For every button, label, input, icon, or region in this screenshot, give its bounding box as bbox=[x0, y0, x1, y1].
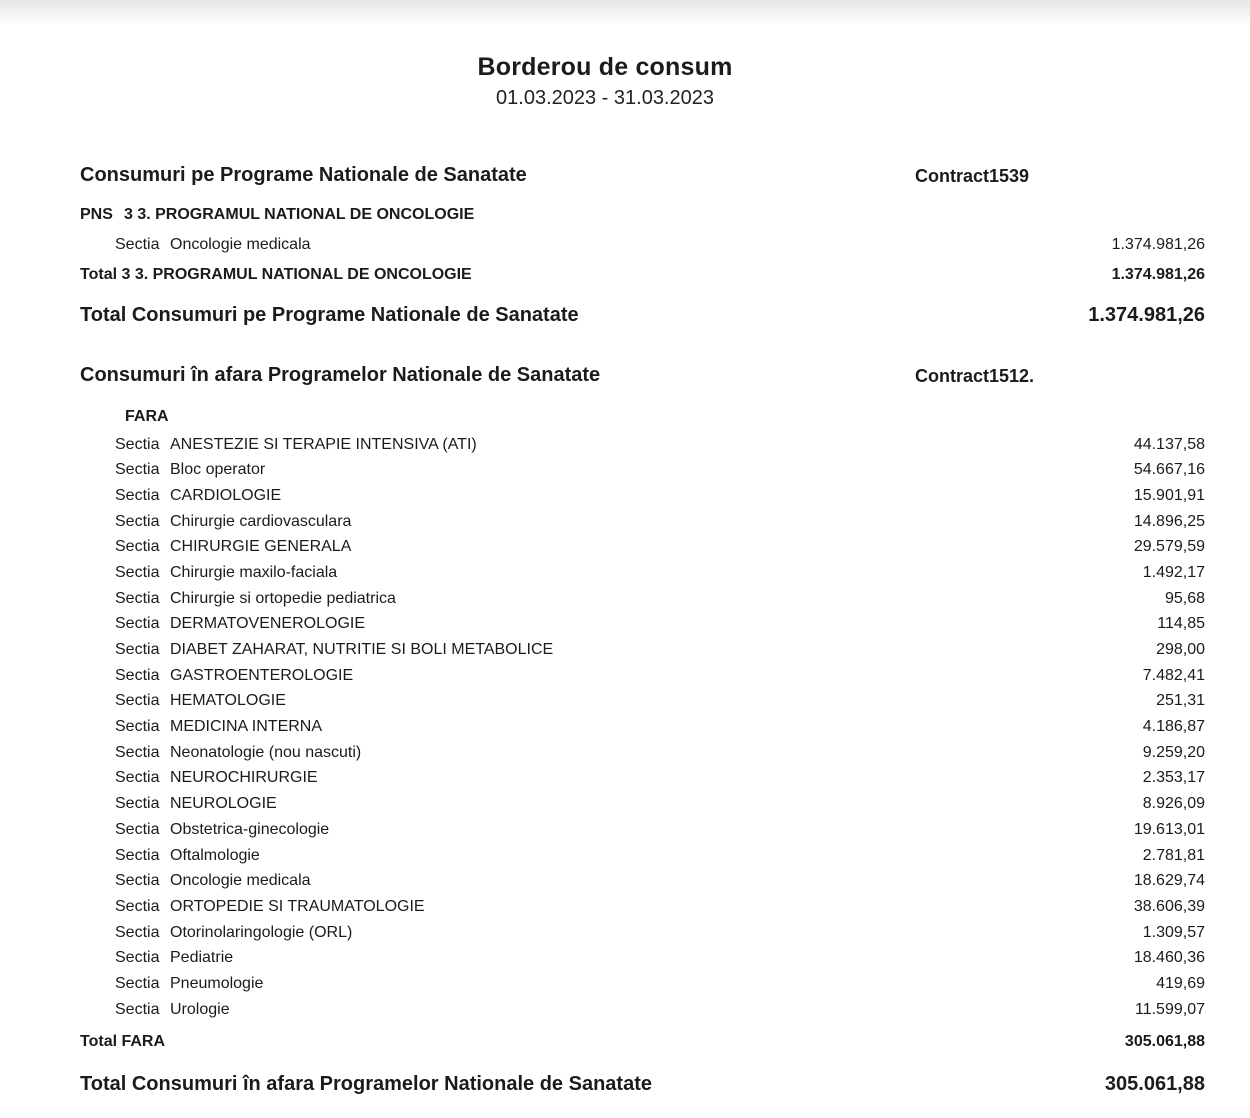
row-value: 11.599,07 bbox=[1135, 1000, 1205, 1018]
row-name: Bloc operator bbox=[170, 461, 266, 479]
group-total-value: 1.374.981,26 bbox=[1111, 265, 1205, 283]
row-label bbox=[80, 744, 1143, 762]
table-row bbox=[80, 534, 1205, 560]
row-label bbox=[80, 538, 1134, 556]
row-label bbox=[80, 975, 1156, 993]
row-name: Pneumologie bbox=[170, 974, 264, 992]
table-row bbox=[80, 560, 1205, 586]
row-prefix: Sectia bbox=[115, 897, 160, 915]
row-label bbox=[80, 821, 1134, 839]
table-row bbox=[80, 766, 1205, 792]
row-name: MEDICINA INTERNA bbox=[170, 718, 323, 736]
row-name: Obstetrica-ginecologie bbox=[170, 820, 330, 838]
row-prefix: Sectia bbox=[115, 615, 160, 633]
row-prefix: Sectia bbox=[115, 538, 160, 556]
row-prefix: Sectia bbox=[115, 563, 160, 581]
row-value: 2.781,81 bbox=[1142, 846, 1205, 864]
table-row bbox=[80, 791, 1205, 817]
row-name: CHIRURGIE GENERALA bbox=[170, 538, 352, 556]
section-total-label: Total Consumuri în afara Programelor Nationale de Sanatate bbox=[80, 1072, 652, 1095]
row-name: DIABET ZAHARAT, NUTRITIE SI BOLI METABOLICE bbox=[170, 641, 554, 659]
row-list bbox=[80, 432, 1205, 1023]
group-list bbox=[80, 406, 1205, 1053]
row-label bbox=[80, 667, 1143, 685]
row-value: 4.186,87 bbox=[1142, 718, 1205, 736]
row-label bbox=[80, 590, 1165, 608]
table-row bbox=[80, 843, 1205, 869]
row-name: Chirurgie maxilo-faciala bbox=[170, 563, 338, 581]
row-label bbox=[80, 436, 1134, 454]
table-row bbox=[80, 817, 1205, 843]
row-name: ANESTEZIE SI TERAPIE INTENSIVA (ATI) bbox=[170, 435, 477, 453]
row-value: 114,85 bbox=[1157, 615, 1205, 633]
group-label-row bbox=[80, 204, 1205, 226]
row-prefix: Sectia bbox=[115, 666, 160, 684]
row-prefix: Sectia bbox=[115, 949, 160, 967]
row-value: 15.901,91 bbox=[1133, 486, 1205, 504]
row-label bbox=[80, 461, 1134, 479]
row-prefix: Sectia bbox=[115, 641, 160, 659]
row-name: Neonatologie (nou nascuti) bbox=[170, 743, 362, 761]
row-prefix: Sectia bbox=[115, 795, 160, 813]
group-label-row bbox=[80, 406, 1205, 428]
table-row bbox=[80, 509, 1205, 535]
row-value: 7.482,41 bbox=[1142, 666, 1205, 684]
group-total-value: 305.061,88 bbox=[1124, 1032, 1205, 1050]
row-value: 54.667,16 bbox=[1133, 461, 1205, 479]
row-value: 18.460,36 bbox=[1133, 949, 1205, 967]
row-label bbox=[80, 847, 1143, 865]
table-row bbox=[80, 894, 1205, 920]
row-name: HEMATOLOGIE bbox=[170, 692, 286, 710]
group-list bbox=[80, 204, 1205, 286]
row-label bbox=[80, 898, 1134, 916]
table-row bbox=[80, 612, 1205, 638]
row-label bbox=[80, 692, 1156, 710]
row-name: Chirurgie cardiovasculara bbox=[170, 512, 352, 530]
row-value: 14.896,25 bbox=[1133, 512, 1205, 530]
table-row bbox=[80, 868, 1205, 894]
row-label bbox=[80, 718, 1143, 736]
group-total-label: Total FARA bbox=[80, 1032, 166, 1050]
row-label bbox=[80, 769, 1143, 787]
table-row bbox=[80, 586, 1205, 612]
row-name: Pediatrie bbox=[170, 949, 234, 967]
row-prefix: Sectia bbox=[115, 486, 160, 504]
group-total-row bbox=[80, 1031, 1205, 1053]
row-label bbox=[80, 615, 1157, 633]
table-row bbox=[80, 997, 1205, 1023]
contract-label: Contract1512. bbox=[915, 365, 1035, 386]
row-name: ORTOPEDIE SI TRAUMATOLOGIE bbox=[170, 897, 425, 915]
table-row bbox=[80, 920, 1205, 946]
group-prefix: PNS bbox=[80, 206, 113, 223]
row-name: Oftalmologie bbox=[170, 846, 260, 864]
row-value: 2.353,17 bbox=[1142, 769, 1205, 787]
row-prefix: Sectia bbox=[115, 235, 160, 253]
row-label bbox=[80, 487, 1134, 505]
row-prefix: Sectia bbox=[115, 846, 160, 864]
table-row bbox=[80, 483, 1205, 509]
row-value: 9.259,20 bbox=[1142, 743, 1205, 761]
row-prefix: Sectia bbox=[115, 1000, 160, 1018]
row-name: GASTROENTEROLOGIE bbox=[170, 666, 354, 684]
row-name: CARDIOLOGIE bbox=[170, 486, 282, 504]
section-total-value: 1.374.981,26 bbox=[1088, 303, 1205, 326]
row-prefix: Sectia bbox=[115, 820, 160, 838]
row-name: NEUROCHIRURGIE bbox=[170, 769, 318, 787]
section-total-label: Total Consumuri pe Programe Nationale de Sanatate bbox=[80, 303, 579, 326]
row-value: 1.309,57 bbox=[1142, 923, 1205, 941]
section-heading: Consumuri pe Programe Nationale de Sanatate bbox=[80, 164, 527, 186]
row-prefix: Sectia bbox=[115, 974, 160, 992]
row-value: 19.613,01 bbox=[1133, 820, 1205, 838]
row-name: NEUROLOGIE bbox=[170, 795, 277, 813]
table-row bbox=[80, 232, 1205, 258]
group-label: 3 3. PROGRAMUL NATIONAL DE ONCOLOGIE bbox=[124, 206, 475, 223]
consumption-section bbox=[80, 162, 1205, 328]
row-prefix: Sectia bbox=[115, 743, 160, 761]
row-prefix: Sectia bbox=[115, 923, 160, 941]
table-row bbox=[80, 457, 1205, 483]
row-value: 44.137,58 bbox=[1133, 435, 1205, 453]
table-row bbox=[80, 432, 1205, 458]
table-row bbox=[80, 714, 1205, 740]
document-title: Borderou de consum bbox=[477, 53, 733, 81]
row-label bbox=[80, 795, 1143, 813]
section-total-row bbox=[80, 1071, 1205, 1097]
row-value: 1.374.981,26 bbox=[1111, 235, 1205, 253]
section-total-row bbox=[80, 302, 1205, 328]
row-value: 419,69 bbox=[1156, 974, 1205, 992]
section-heading: Consumuri în afara Programelor Nationale de Sanatate bbox=[80, 363, 601, 386]
row-prefix: Sectia bbox=[115, 769, 160, 787]
row-name: Oncologie medicala bbox=[170, 235, 311, 253]
contract-label: Contract1539 bbox=[915, 166, 1030, 186]
table-row bbox=[80, 740, 1205, 766]
row-label bbox=[80, 949, 1134, 967]
row-value: 1.492,17 bbox=[1142, 563, 1205, 581]
row-value: 298,00 bbox=[1156, 641, 1205, 659]
table-row bbox=[80, 971, 1205, 997]
row-prefix: Sectia bbox=[115, 718, 160, 736]
row-label bbox=[80, 564, 1143, 582]
row-label bbox=[80, 924, 1143, 942]
document-body bbox=[0, 162, 1250, 1097]
row-prefix: Sectia bbox=[115, 461, 160, 479]
table-row bbox=[80, 945, 1205, 971]
row-label bbox=[80, 872, 1134, 890]
document-header bbox=[0, 0, 1210, 110]
row-value: 38.606,39 bbox=[1133, 897, 1205, 915]
row-label bbox=[80, 1001, 1135, 1019]
row-value: 29.579,59 bbox=[1133, 538, 1205, 556]
row-prefix: Sectia bbox=[115, 512, 160, 530]
row-name: Otorinolaringologie (ORL) bbox=[170, 923, 353, 941]
group-total-label: Total 3 3. PROGRAMUL NATIONAL DE ONCOLOGIE bbox=[80, 265, 472, 283]
row-name: DERMATOVENEROLOGIE bbox=[170, 615, 365, 633]
row-value: 95,68 bbox=[1164, 589, 1205, 607]
row-prefix: Sectia bbox=[115, 435, 160, 453]
program-group bbox=[80, 406, 1205, 1053]
row-value: 8.926,09 bbox=[1142, 795, 1205, 813]
row-prefix: Sectia bbox=[115, 692, 160, 710]
table-row bbox=[80, 637, 1205, 663]
row-label bbox=[80, 641, 1156, 659]
consumption-section bbox=[80, 362, 1205, 1097]
row-value: 251,31 bbox=[1156, 692, 1205, 710]
row-prefix: Sectia bbox=[115, 872, 160, 890]
row-list bbox=[80, 232, 1205, 258]
row-label bbox=[80, 236, 1112, 254]
section-heading-row bbox=[80, 362, 1205, 390]
row-label bbox=[80, 513, 1134, 531]
row-name: Chirurgie si ortopedie pediatrica bbox=[170, 589, 396, 607]
row-name: Oncologie medicala bbox=[170, 872, 311, 890]
group-label: FARA bbox=[125, 407, 169, 425]
table-row bbox=[80, 663, 1205, 689]
table-row bbox=[80, 689, 1205, 715]
program-group bbox=[80, 204, 1205, 286]
section-total-value: 305.061,88 bbox=[1104, 1072, 1205, 1095]
row-value: 18.629,74 bbox=[1133, 872, 1205, 890]
section-heading-row bbox=[80, 162, 1205, 190]
group-total-row bbox=[80, 264, 1205, 286]
row-prefix: Sectia bbox=[115, 589, 160, 607]
row-name: Urologie bbox=[170, 1000, 230, 1018]
document-period: 01.03.2023 - 31.03.2023 bbox=[496, 87, 714, 109]
